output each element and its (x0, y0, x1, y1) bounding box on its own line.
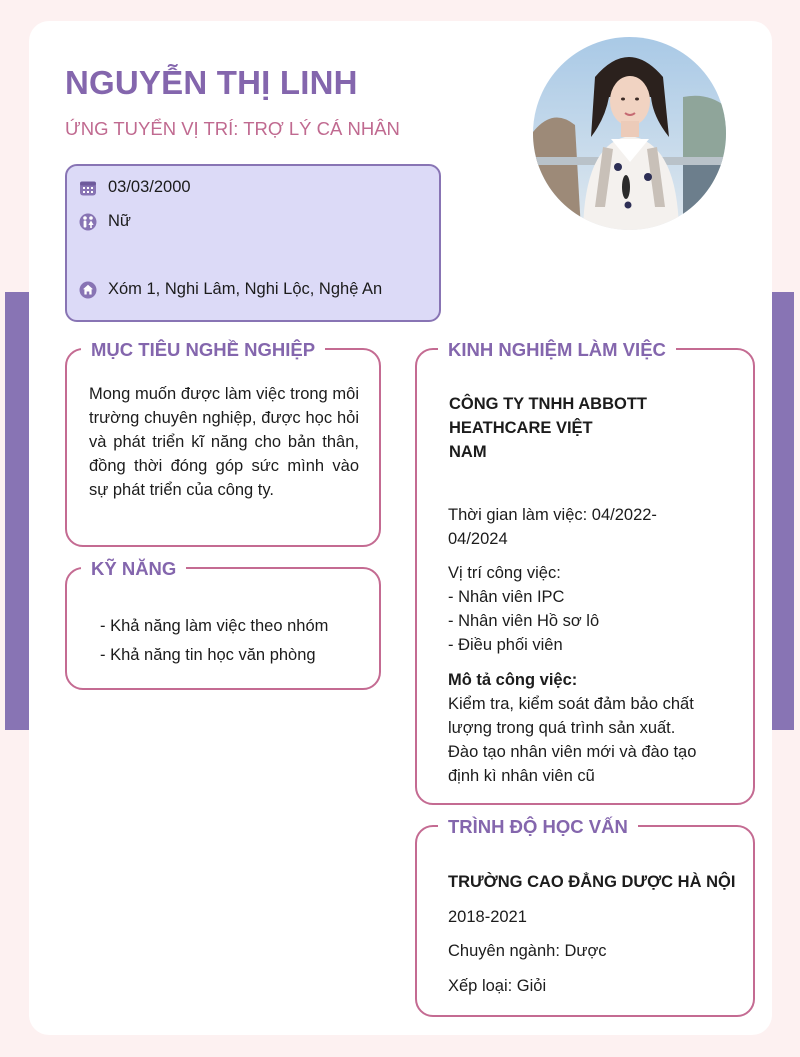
skills-title: KỸ NĂNG (81, 558, 186, 580)
skill-item: - Khả năng tin học văn phòng (100, 646, 316, 664)
gender-value: Nữ (108, 212, 131, 230)
job-description-line: Kiểm tra, kiểm soát đảm bảo chất (448, 695, 694, 713)
address-row (79, 280, 382, 299)
gender-row (79, 212, 131, 231)
work-experience-title: KINH NGHIỆM LÀM VIỆC (438, 339, 676, 361)
company-name (449, 392, 679, 464)
job-description-line: định kì nhân viên cũ (448, 767, 595, 785)
education-card (415, 816, 755, 1017)
job-role-item: - Nhân viên IPC (448, 588, 565, 606)
grade: Xếp loại: Giỏi (448, 977, 547, 995)
company-line: NAM (449, 443, 487, 461)
work-experience-card (415, 339, 755, 805)
calendar-icon (79, 179, 97, 197)
dob-value: 03/03/2000 (108, 178, 191, 196)
profile-photo (533, 37, 726, 230)
skills-list (100, 617, 328, 675)
career-objective-card (65, 339, 381, 547)
skill-item: - Khả năng làm việc theo nhóm (100, 617, 329, 635)
gender-icon (79, 213, 97, 231)
education-title: TRÌNH ĐỘ HỌC VẤN (438, 816, 638, 838)
personal-info-box (65, 164, 441, 322)
career-objective-title: MỤC TIÊU NGHỀ NGHIỆP (81, 339, 325, 361)
job-roles-label: Vị trí công việc: (448, 564, 561, 582)
right-decor-band (772, 292, 794, 730)
work-period-line: Thời gian làm việc: 04/2022- (448, 506, 657, 524)
job-roles (448, 561, 708, 657)
job-description-line: lượng trong quá trình sản xuất. (448, 719, 676, 737)
school-name: TRƯỜNG CAO ĐẲNG DƯỢC HÀ NỘI (448, 873, 736, 891)
dob-row (79, 178, 191, 197)
applied-position: ỨNG TUYỂN VỊ TRÍ: TRỢ LÝ CÁ NHÂN (65, 118, 400, 139)
career-objective-text: Mong muốn được làm việc trong môi trường chuyên nghiệp, được học hỏi và phát triển kĩ năng cho bản thân, đồng thời đóng góp sức mình vào sự phát triển của công ty. (89, 385, 359, 499)
home-icon (79, 281, 97, 299)
company-line: CÔNG TY TNHH ABBOTT (449, 395, 647, 413)
work-period-line: 04/2024 (448, 530, 508, 548)
company-line: HEATHCARE VIỆT (449, 419, 593, 437)
left-decor-band (5, 292, 29, 730)
job-role-item: - Nhân viên Hồ sơ lô (448, 612, 600, 630)
study-years: 2018-2021 (448, 908, 527, 926)
job-role-item: - Điều phối viên (448, 636, 563, 654)
skills-card (65, 558, 381, 690)
work-period (448, 503, 708, 551)
job-description (448, 668, 708, 788)
job-description-line: Đào tạo nhân viên mới và đào tạo (448, 743, 697, 761)
address-value: Xóm 1, Nghi Lâm, Nghi Lộc, Nghệ An (108, 280, 383, 298)
job-description-label: Mô tả công việc: (448, 671, 578, 689)
candidate-name: NGUYỄN THỊ LINH (65, 64, 358, 101)
major: Chuyên ngành: Dược (448, 942, 607, 960)
